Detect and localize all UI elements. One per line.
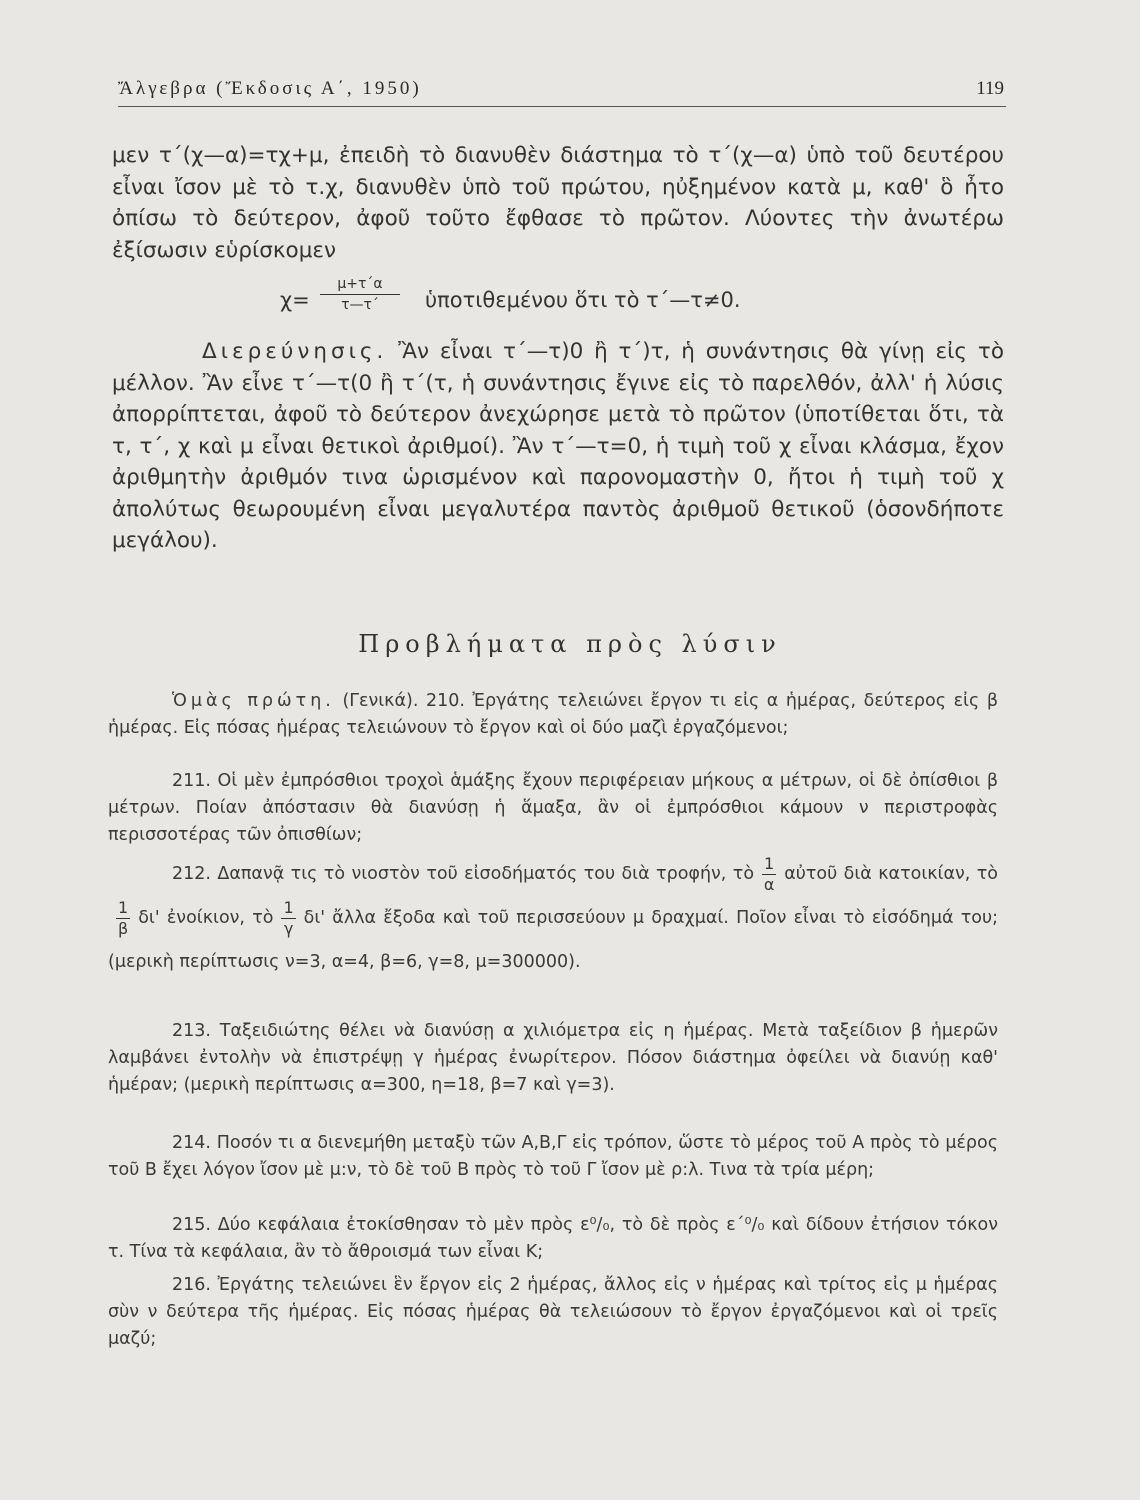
section-heading: Προβλήματα πρὸς λύσιν	[358, 630, 782, 658]
fraction-one-over-beta	[116, 898, 130, 939]
book-title: Ἄλγεβρα (Ἔκδοσις Α΄, 1950)	[118, 78, 422, 99]
discussion-text: Ἂν εἶναι τ΄—τ)0 ἢ τ΄)τ, ἡ συνάντησις θὰ γίνῃ εἰς τὸ μέλλον. Ἂν εἶνε τ΄—τ(0 ἢ τ΄(τ, ἡ συνάντησις ἔγινε εἰς τὸ παρελθόν, ἀλλ' ἡ λύσις ἀπορρίπτεται, ἀφοῦ τὸ δεύτερον ἀνεχώρησε μετὰ τὸ πρῶτον (ὑποτίθεται ὅτι, τὰ τ, τ΄, χ καὶ μ εἶναι θετικοὶ ἀριθμοί). Ἂν τ΄—τ=0, ἡ τιμὴ τοῦ χ εἶναι κλάσμα, ἔχον ἀριθμητὴν ἀριθμόν τινα ὡρισμένον καὶ παρονομαστὴν 0, ἤτοι ἡ τιμὴ τοῦ χ ἀπολύτως θεωρουμένη εἶναι μεγαλυτέρα παντὸς ἀριθμοῦ θετικοῦ (ὁσονδήποτε μεγάλου).	[112, 339, 1004, 553]
problem-212-part-a: 212. Δαπανᾷ τις τὸ νιοστὸν τοῦ εἰσοδήματός του διὰ τροφήν, τὸ	[172, 864, 755, 884]
problem-212-part-d: δι' ἄλλα ἔξοδα καὶ τοῦ περισσεύουν μ δραχμαί. Ποῖον εἶναι τὸ εἰσόδημά του; (μερικὴ περίπτωσις ν=3, α=4, β=6, γ=8, μ=300000).	[108, 908, 998, 972]
group-label: Ὁμὰς πρώτη.	[172, 691, 335, 711]
running-header	[118, 78, 1006, 107]
problem-212-part-c: δι' ἐνοίκιον, τὸ	[138, 908, 274, 928]
fraction-numerator: 1	[118, 897, 129, 917]
fraction-numerator: 1	[283, 897, 294, 917]
formula-lhs: χ=	[280, 288, 310, 312]
solution-formula	[280, 278, 880, 324]
fraction-denominator: γ	[283, 918, 294, 938]
fraction-one-over-alpha	[762, 854, 776, 895]
discussion-paragraph	[112, 336, 1004, 557]
problem-214: 214. Ποσόν τι α διενεμήθη μεταξὺ τῶν Α,Β,Γ εἰς τρόπον, ὥστε τὸ μέρος τοῦ Α πρὸς τὸ μέρος τοῦ Β ἔχει λόγον ἴσον μὲ μ:ν, τὸ δὲ τοῦ Β πρὸς τὸ τοῦ Γ ἴσον μὲ ρ:λ. Τινα τὰ τρία μέρη;	[108, 1133, 998, 1180]
problem-216: 216. Ἐργάτης τελειώνει ἓν ἔργον εἰς 2 ἡμέρας, ἄλλος εἰς ν ἡμέρας καὶ τρίτος εἰς μ ἡμέρας σὺν ν δεύτερα τῆς ἡμέρας. Εἰς πόσας ἡμέρας θὰ τελειώσουν τὸ ἔργον ἐργαζόμενοι καὶ οἱ τρεῖς μαζύ;	[108, 1275, 998, 1349]
fraction-one-over-gamma	[281, 898, 295, 939]
problem-213: 213. Ταξειδιώτης θέλει νὰ διανύσῃ α χιλιόμετρα εἰς η ἡμέρας. Μετὰ ταξείδιον β ἡμερῶν λαμβάνει ἐντολὴν νὰ ἐπιστρέψῃ γ ἡμέρας ἐνωρίτερον. Πόσον διάστημα ὀφείλει νὰ διανύῃ καθ' ἡμέραν; (μερικὴ περίπτωσις α=300, η=18, β=7 καὶ γ=3).	[108, 1021, 998, 1095]
formula-fraction	[320, 274, 400, 315]
formula-numerator: μ+τ΄α	[320, 274, 400, 295]
problem-215: 215. Δύο κεφάλαια ἐτοκίσθησαν τὸ μὲν πρὸς ε⁰/₀, τὸ δὲ πρὸς ε΄⁰/₀ καὶ δίδουν ἐτήσιον τόκον τ. Τίνα τὰ κεφάλαια, ἂν τὸ ἄθροισμά των εἶναι Κ;	[108, 1215, 998, 1262]
discussion-label: Διερεύνησις.	[202, 339, 388, 364]
problem-212-part-b: αὐτοῦ διὰ κατοικίαν, τὸ	[784, 864, 998, 884]
problem-211: 211. Οἱ μὲν ἐμπρόσθιοι τροχοὶ ἁμάξης ἔχουν περιφέρειαν μήκους α μέτρων, οἱ δὲ ὀπίσθιοι β μέτρων. Ποίαν ἀπόστασιν θὰ διανύσῃ ἡ ἅμαξα, ἂν οἱ ἐμπρόσθιοι κάμουν ν περιστροφὰς περισσοτέρας τῶν ὀπισθίων;	[108, 771, 998, 845]
fraction-numerator: 1	[764, 853, 775, 873]
problem-210-text: (Γενικά). 210. Ἐργάτης τελειώνει ἔργον τι εἰς α ἡμέρας, δεύτερος εἰς β ἡμέρας. Εἰς πόσας ἡμέρας τελειώνουν τὸ ἔργον καὶ οἱ δύο μαζὶ ἐργαζόμενοι;	[108, 691, 998, 738]
problem-210	[108, 688, 998, 742]
fraction-denominator: β	[117, 918, 129, 938]
formula-condition: ὑποτιθεμένου ὅτι τὸ τ΄—τ≠0.	[425, 288, 741, 312]
fraction-denominator: α	[763, 874, 775, 894]
intro-paragraph: μεν τ΄(χ—α)=τχ+μ, ἐπειδὴ τὸ διανυθὲν διάστημα τὸ τ΄(χ—α) ὑπὸ τοῦ δευτέρου εἶναι ἴσον μὲ τὸ τ.χ, διανυθὲν ὑπὸ τοῦ πρώτου, ηὐξημένον κατὰ μ, καθ' ὃ ἦτο ὀπίσω τὸ δεύτερον, ἀφοῦ τοῦτο ἔφθασε τὸ πρῶτον. Λύοντες τὴν ἀνωτέρω ἐξίσωσιν εὑρίσκομεν	[112, 143, 1004, 263]
page-number: 119	[976, 78, 1004, 99]
problem-212	[108, 852, 998, 984]
formula-denominator: τ—τ΄	[341, 297, 379, 313]
